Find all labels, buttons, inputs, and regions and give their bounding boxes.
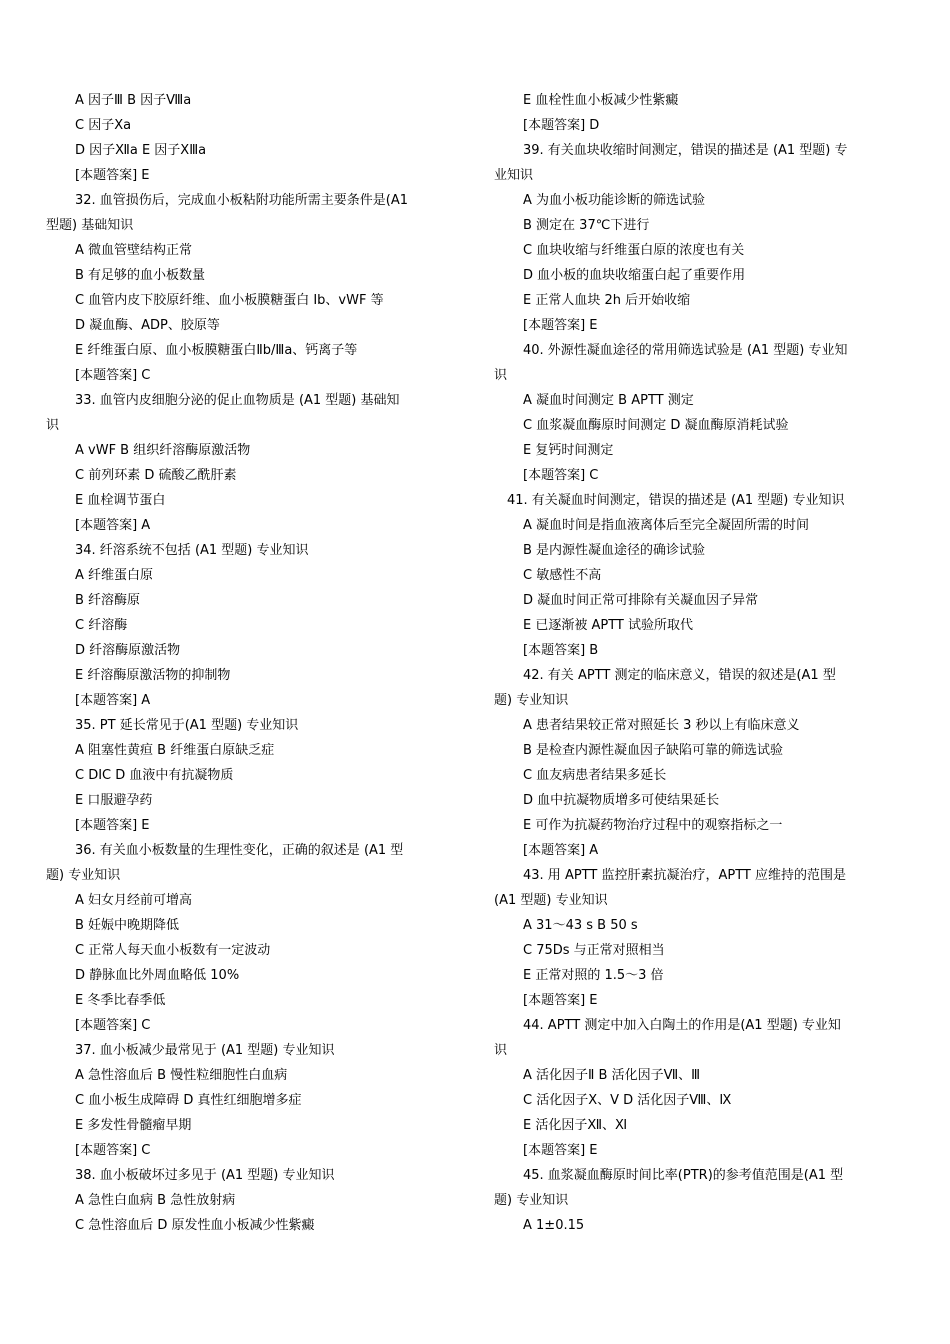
option-line: C 正常人每天血小板数有一定波动 — [75, 943, 271, 958]
option-line: C 敏感性不高 — [523, 568, 602, 583]
option-line: C 活化因子Ⅹ、Ⅴ D 活化因子Ⅷ、Ⅸ — [523, 1093, 732, 1108]
option-line: [本题答案] E — [75, 168, 150, 183]
option-line: C 纤溶酶 — [75, 618, 128, 633]
option-line: E 血栓性血小板减少性紫癜 — [523, 93, 679, 108]
question-continuation: 题) 专业知识 — [494, 693, 569, 708]
option-line: A 患者结果较正常对照延长 3 秒以上有临床意义 — [523, 718, 800, 733]
option-line: E 口服避孕药 — [75, 793, 153, 808]
question-stem: 32. 血管损伤后，完成血小板粘附功能所需主要条件是(A1 — [75, 193, 409, 208]
question-continuation: 识 — [46, 418, 60, 433]
option-line: C 血浆凝血酶原时间测定 D 凝血酶原消耗试验 — [523, 418, 789, 433]
question-stem: 35. PT 延长常见于(A1 型题) 专业知识 — [75, 718, 299, 733]
option-line: A 急性溶血后 B 慢性粒细胞性白血病 — [75, 1068, 288, 1083]
option-line: A 31～43 s B 50 s — [523, 918, 638, 933]
right-column — [494, 88, 906, 1238]
question-continuation: 业知识 — [494, 168, 534, 183]
option-line: D 因子Ⅻa E 因子ⅩⅢa — [75, 143, 207, 158]
question-stem: 33. 血管内皮细胞分泌的促止血物质是 (A1 型题) 基础知 — [75, 393, 400, 408]
option-line: D 血小板的血块收缩蛋白起了重要作用 — [523, 268, 746, 283]
option-line: C 血小板生成障碍 D 真性红细胞增多症 — [75, 1093, 302, 1108]
question-stem: 39. 有关血块收缩时间测定，错误的描述是 (A1 型题) 专 — [523, 143, 848, 158]
question-stem: 44. APTT 测定中加入白陶土的作用是(A1 型题) 专业知 — [523, 1018, 841, 1033]
option-line: A 凝血时间是指血液离体后至完全凝固所需的时间 — [523, 518, 810, 533]
option-line: B 有足够的血小板数量 — [75, 268, 206, 283]
question-continuation: 识 — [494, 1043, 508, 1058]
option-line: [本题答案] C — [75, 1143, 151, 1158]
option-line: E 纤维蛋白原、血小板膜糖蛋白Ⅱb/Ⅲa、钙离子等 — [75, 343, 358, 358]
option-line: E 正常对照的 1.5～3 倍 — [523, 968, 664, 983]
question-stem: 38. 血小板破坏过多见于 (A1 型题) 专业知识 — [75, 1168, 335, 1183]
option-line: C DIC D 血液中有抗凝物质 — [75, 768, 234, 783]
option-line: C 75Ds 与正常对照相当 — [523, 943, 665, 958]
option-line: E 纤溶酶原激活物的抑制物 — [75, 668, 231, 683]
option-line: B 是内源性凝血途径的确诊试验 — [523, 543, 706, 558]
option-line: D 血中抗凝物质增多可使结果延长 — [523, 793, 720, 808]
option-line: A 因子Ⅲ B 因子Ⅷa — [75, 93, 192, 108]
option-line: D 静脉血比外周血略低 10% — [75, 968, 240, 983]
option-line: C 前列环素 D 硫酸乙酰肝素 — [75, 468, 237, 483]
option-line: A 妇女月经前可增高 — [75, 893, 193, 908]
option-line: [本题答案] E — [523, 1143, 598, 1158]
option-line: A 为血小板功能诊断的筛选试验 — [523, 193, 706, 208]
option-line: [本题答案] A — [523, 843, 599, 858]
option-line: C 因子Ⅹa — [75, 118, 132, 133]
option-line: A 活化因子Ⅱ B 活化因子Ⅶ、Ⅲ — [523, 1068, 701, 1083]
option-line: E 冬季比春季低 — [75, 993, 166, 1008]
question-stem: 42. 有关 APTT 测定的临床意义，错误的叙述是(A1 型 — [523, 668, 836, 683]
question-stem: 41. 有关凝血时间测定，错误的描述是 (A1 型题) 专业知识 — [507, 493, 845, 508]
option-line: [本题答案] E — [523, 993, 598, 1008]
left-column — [46, 88, 458, 1238]
option-line: A 微血管壁结构正常 — [75, 243, 193, 258]
question-continuation: (A1 型题) 专业知识 — [494, 893, 608, 908]
question-stem: 40. 外源性凝血途径的常用筛选试验是 (A1 型题) 专业知 — [523, 343, 848, 358]
option-line: E 多发性骨髓瘤早期 — [75, 1118, 192, 1133]
question-stem: 45. 血浆凝血酶原时间比率(PTR)的参考值范围是(A1 型 — [523, 1168, 844, 1183]
option-line: E 可作为抗凝药物治疗过程中的观察指标之一 — [523, 818, 783, 833]
option-line: E 复钙时间测定 — [523, 443, 614, 458]
option-line: [本题答案] D — [523, 118, 600, 133]
option-line: B 测定在 37℃下进行 — [523, 218, 650, 233]
question-stem: 36. 有关血小板数量的生理性变化，正确的叙述是 (A1 型 — [75, 843, 404, 858]
option-line: [本题答案] E — [75, 818, 150, 833]
question-stem: 37. 血小板减少最常见于 (A1 型题) 专业知识 — [75, 1043, 335, 1058]
option-line: E 活化因子Ⅻ、Ⅺ — [523, 1118, 628, 1133]
question-continuation: 识 — [494, 368, 508, 383]
option-line: C 血块收缩与纤维蛋白原的浓度也有关 — [523, 243, 745, 258]
option-line: A 阻塞性黄疸 B 纤维蛋白原缺乏症 — [75, 743, 275, 758]
option-line: E 已逐渐被 APTT 试验所取代 — [523, 618, 693, 633]
option-line: A 1±0.15 — [523, 1218, 585, 1233]
option-line: E 血栓调节蛋白 — [75, 493, 166, 508]
option-line: D 凝血酶、ADP、胶原等 — [75, 318, 220, 333]
option-line: B 是检查内源性凝血因子缺陷可靠的筛选试验 — [523, 743, 784, 758]
option-line: B 纤溶酶原 — [75, 593, 141, 608]
question-continuation: 题) 专业知识 — [494, 1193, 569, 1208]
option-line: [本题答案] C — [75, 368, 151, 383]
question-continuation: 型题) 基础知识 — [46, 218, 134, 233]
option-line: C 血管内皮下胶原纤维、血小板膜糖蛋白 Ib、vWF 等 — [75, 293, 384, 308]
question-stem: 34. 纤溶系统不包括 (A1 型题) 专业知识 — [75, 543, 309, 558]
option-line: C 急性溶血后 D 原发性血小板减少性紫癜 — [75, 1218, 315, 1233]
option-line: A 凝血时间测定 B APTT 测定 — [523, 393, 694, 408]
option-line: A 纤维蛋白原 — [75, 568, 154, 583]
option-line: [本题答案] C — [523, 468, 599, 483]
option-line: A vWF B 组织纤溶酶原激活物 — [75, 443, 251, 458]
option-line: [本题答案] E — [523, 318, 598, 333]
option-line: B 妊娠中晚期降低 — [75, 918, 180, 933]
question-stem: 43. 用 APTT 监控肝素抗凝治疗，APTT 应维持的范围是 — [523, 868, 846, 883]
option-line: [本题答案] A — [75, 518, 151, 533]
option-line: [本题答案] A — [75, 693, 151, 708]
question-continuation: 题) 专业知识 — [46, 868, 121, 883]
option-line: [本题答案] B — [523, 643, 599, 658]
option-line: A 急性白血病 B 急性放射病 — [75, 1193, 236, 1208]
option-line: [本题答案] C — [75, 1018, 151, 1033]
option-line: D 纤溶酶原激活物 — [75, 643, 181, 658]
option-line: D 凝血时间正常可排除有关凝血因子异常 — [523, 593, 759, 608]
option-line: E 正常人血块 2h 后开始收缩 — [523, 293, 691, 308]
option-line: C 血友病患者结果多延长 — [523, 768, 667, 783]
